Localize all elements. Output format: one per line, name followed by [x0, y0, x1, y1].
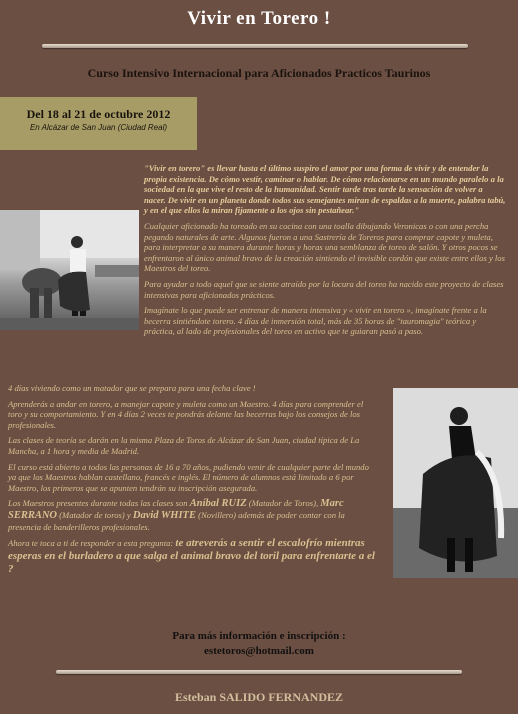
quote-paragraph: "Vivir en torero" es llevar hasta el último suspiro el amor por una forma de vivir y de entender la propia existencia. De cómo vestir, caminar o hablar. De cómo relacionarse en un mundo paralelo a la sociedad en la que vive el resto de la humanidad. Sentir tarde tras tarde la sensación de volver a nacer. De vivir en un planeta donde todos sus semejantes miran de espaldas a la muerte, palabra tabú, y en el que ellos la miran fijamente a los ojos sin pestañear." — [144, 163, 506, 216]
question-paragraph — [8, 537, 379, 576]
maestro-name-3: David WHITE — [132, 509, 196, 521]
page-subtitle: Curso Intensivo Internacional para Aficionados Practicos Taurinos — [87, 66, 431, 80]
details-paragraph-1: Aprenderás a andar en torero, a manejar capote y muleta como un Maestro. 4 días para comprender el toro y su comportamiento. Y en 4 días 2 veces te pondrás delante las becerras bajo los consejos de los profesionales. — [8, 398, 364, 430]
maestro-role-1: (Matador de Toros), — [246, 498, 319, 509]
photo-illustration-right — [393, 388, 518, 578]
details-paragraph-2: Las clases de teoría se darán en la misma Plaza de Toros de Alcázar de San Juan, ciudad típica de La Mancha, a 1 hora y media de Madrid. — [8, 435, 360, 456]
footer-divider — [56, 670, 462, 674]
contact-email[interactable]: estetoros@hotmail.com — [204, 645, 314, 657]
maestro-name-2: Marc SERRANO — [8, 498, 344, 521]
intro-column — [144, 163, 506, 337]
details-column — [8, 383, 379, 576]
page-title: Vivir en Torero ! — [187, 8, 331, 29]
intro-paragraph-3: Imagínate lo que puede ser entrenar de manera intensiva y « vivir en torero », imagínate frente a la becerra sintiéndote torero. 4 días de inmersión total, más de 35 horas de "tauromagia" teórica y práctica, al lado de profesionales del toreo en activo que te guiaran pasó a paso. — [144, 305, 487, 337]
maestros-paragraph — [8, 498, 379, 532]
matador-pose-photo — [393, 388, 518, 578]
bullfighting-practice-photo — [0, 210, 139, 330]
author-name: Esteban SALIDO FERNANDEZ — [174, 690, 344, 704]
details-paragraph-3: El curso está abierto a todos las personas de 16 a 70 años, pudiendo venir de cualquier parte del mundo ya que los Maestros hablan castellano, francés e inglés. El número de alumnos está limitado a 6 por Maestro, los primeros que se apunten tendrán su inscripción asegurada. — [8, 461, 369, 493]
maestro-role-3: (Novillero) además de poder contar con la presencia de banderilleros profesionales. — [8, 509, 345, 532]
date-box — [0, 97, 197, 150]
event-location: En Alcázar de San Juan (Ciudad Real) — [29, 123, 168, 132]
question-highlight: te atreverás a sentir el escalofrío mientras esperas en el burladero a que salga el animal bravo del toril para enfrentarte a el ? — [8, 537, 375, 576]
maestros-intro: Los Maestros presentes durante todas las clases son — [8, 498, 190, 509]
maestro-role-2: (Matador de toros) y — [57, 509, 133, 520]
intro-paragraph-1: Cualquier aficionado ha toreado en su cocina con una toalla dibujando Veronicas o con una percha pegando naturales de arte. Algunos fueron a una Sastrería de Toreros para comprar capote y muleta, para interpretar a su manera durante horas y horas una semblanza de toreo de salón. Y otros pocos se enfrentaron al único animal bravo de la creación sintiendo el invisible cordón que existe entre ellos y los Maestros del toreo. — [144, 220, 505, 274]
event-dates: Del 18 al 21 de octubre 2012 — [26, 107, 171, 121]
question-lead: Ahora te toca a ti de responder a esta pregunta: — [8, 538, 176, 549]
title-divider — [42, 44, 468, 48]
photo-illustration-left — [0, 210, 139, 330]
maestro-name-1: Aníbal RUIZ — [189, 498, 247, 510]
details-headline: 4 días viviendo como un matador que se prepara para una fecha clave ! — [8, 383, 256, 393]
info-label: Para más información e inscripción : — [172, 630, 346, 642]
intro-paragraph-2: Para ayudar a todo aquel que se siente atraído por la locura del toreo ha nacido este proyecto de clases intensivas para aficionados prácticos. — [144, 278, 504, 300]
